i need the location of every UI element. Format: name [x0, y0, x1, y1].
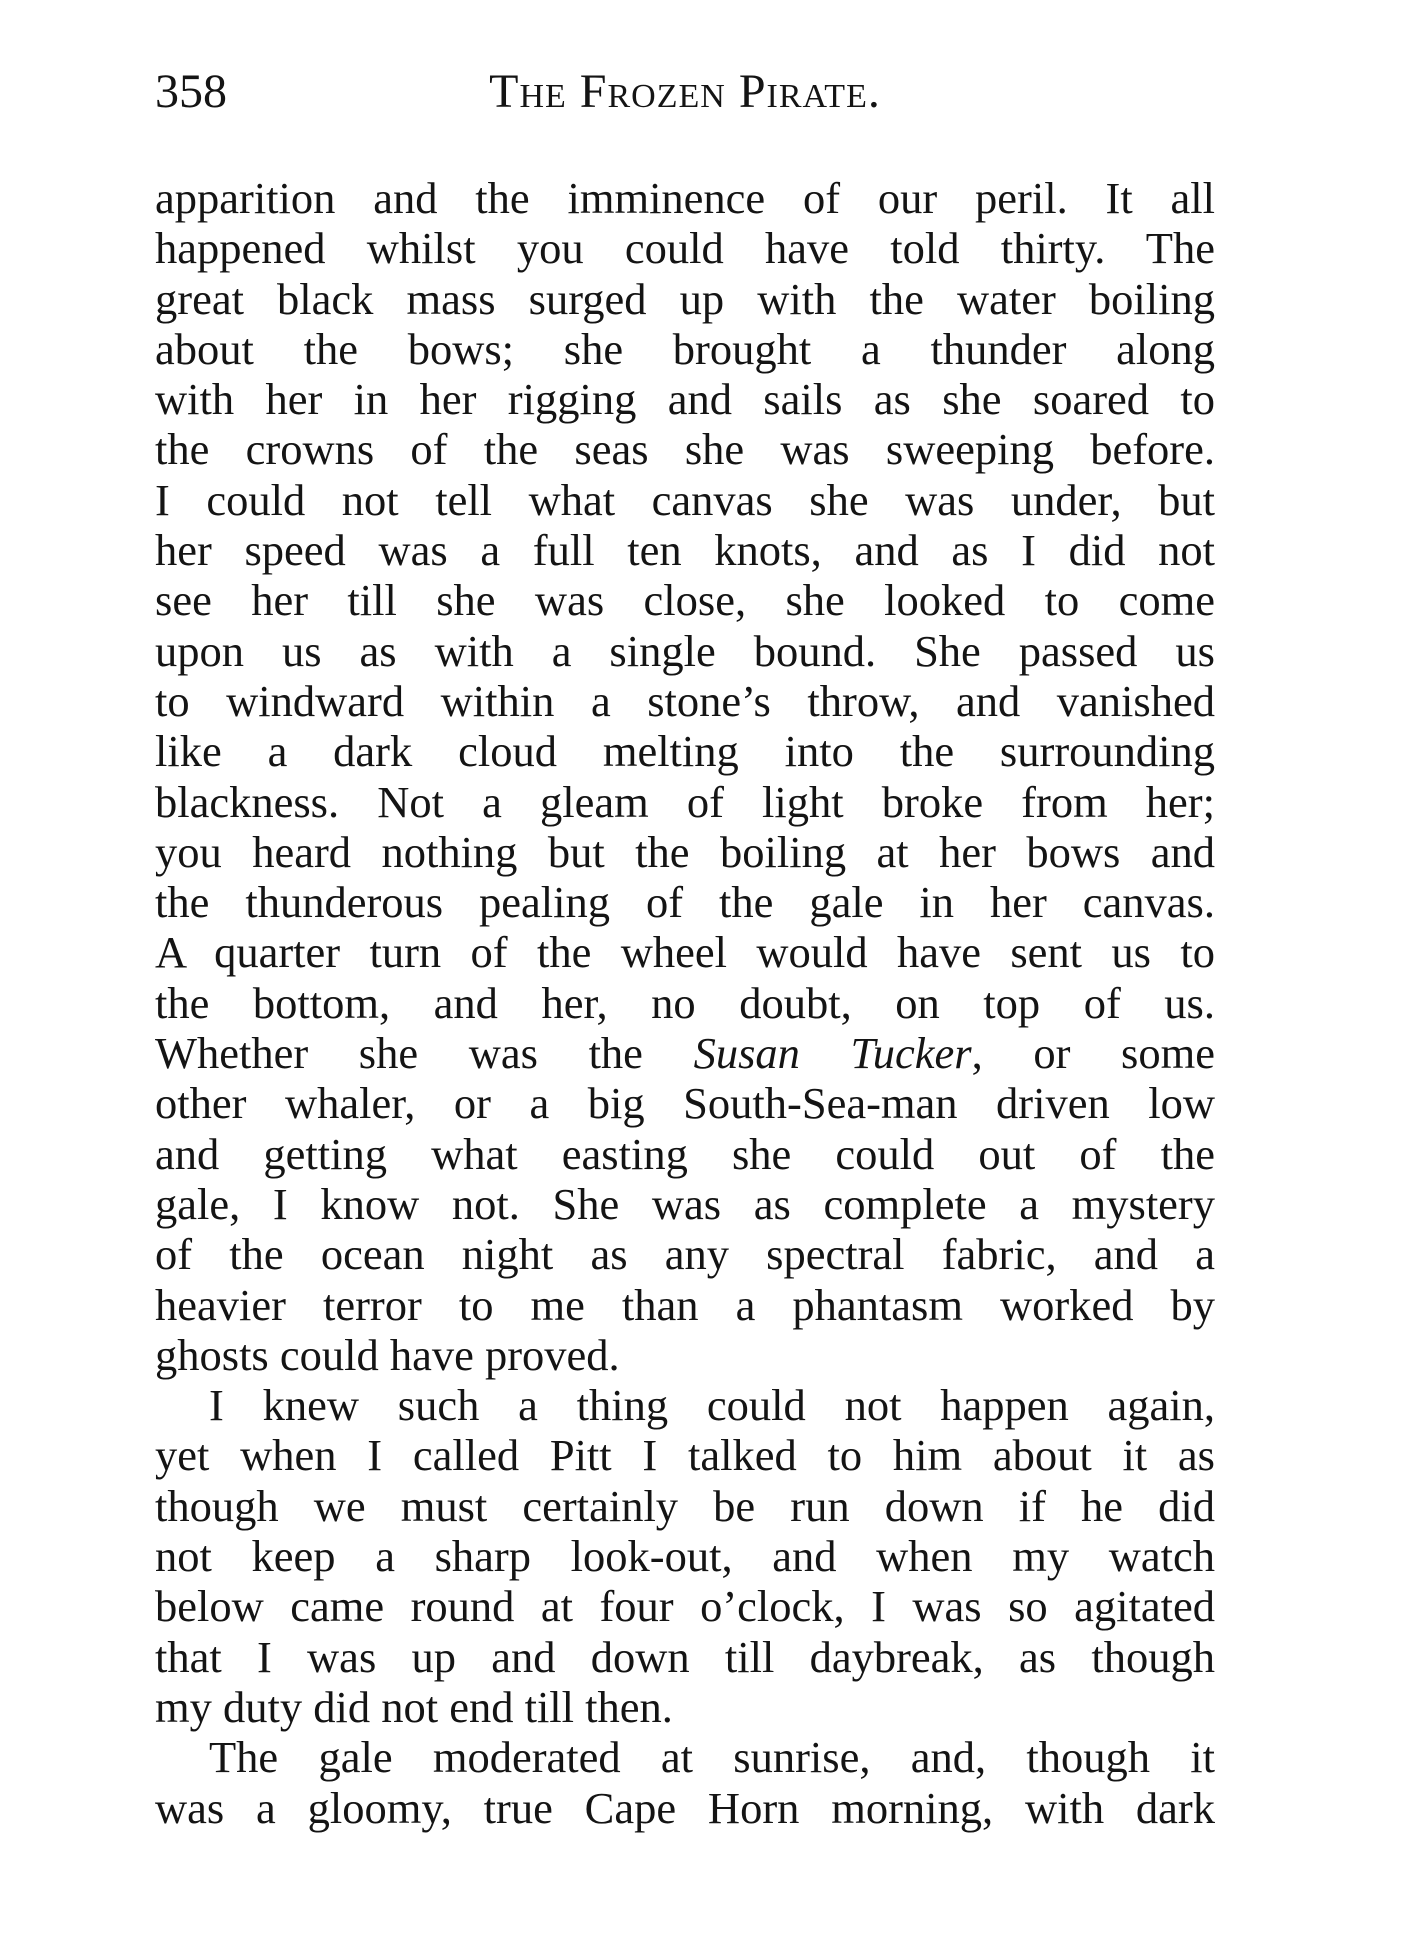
text-line: like a dark cloud melting into the surrounding — [155, 726, 1215, 777]
text-line: and getting what easting she could out of the — [155, 1128, 1215, 1179]
text-line: I knew such a thing could not happen again, — [209, 1380, 1215, 1431]
text-line: great black mass surged up with the water boiling — [155, 273, 1215, 324]
text-fragment: , or some — [971, 1028, 1215, 1079]
text-line: see her till she was close, she looked to come — [155, 575, 1215, 626]
text-line: A quarter turn of the wheel would have sent us to — [155, 927, 1215, 978]
text-line: I could not tell what canvas she was under, but — [155, 474, 1215, 525]
text-line: about the bows; she brought a thunder along — [155, 323, 1215, 374]
text-line: though we must certainly be run down if he did — [155, 1480, 1215, 1531]
book-title: The Frozen Pirate. — [489, 65, 881, 118]
text-line: blackness. Not a gleam of light broke from her; — [155, 776, 1215, 827]
text-line-ship — [155, 1028, 1215, 1078]
text-line: upon us as with a single bound. She passed us — [155, 625, 1215, 676]
text-line: you heard nothing but the boiling at her bows and — [155, 826, 1215, 877]
text-line: yet when I called Pitt I talked to him about it as — [155, 1430, 1215, 1481]
text-line: not keep a sharp look-out, and when my watch — [155, 1531, 1215, 1582]
text-line: heavier terror to me than a phantasm worked by — [155, 1279, 1215, 1330]
running-head — [155, 62, 1215, 122]
text-line: other whaler, or a big South-Sea-man driven low — [155, 1078, 1215, 1129]
text-line: that I was up and down till daybreak, as though — [155, 1631, 1215, 1682]
text-fragment: Whether she was the — [155, 1028, 694, 1079]
text-line: ghosts could have proved. — [155, 1329, 620, 1380]
text-line: of the ocean night as any spectral fabric, and a — [155, 1229, 1215, 1280]
text-line: the crowns of the seas she was sweeping before. — [155, 424, 1215, 475]
text-line: the bottom, and her, no doubt, on top of us. — [155, 977, 1215, 1028]
text-line: happened whilst you could have told thirty. The — [155, 223, 1215, 274]
text-line: my duty did not end till then. — [155, 1681, 673, 1732]
text-line: the thunderous pealing of the gale in her canvas. — [155, 877, 1215, 928]
text-line: with her in her rigging and sails as she soared to — [155, 374, 1215, 425]
text-line: her speed was a full ten knots, and as I did not — [155, 525, 1215, 576]
text-line: apparition and the imminence of our peril. It all — [155, 173, 1215, 223]
body-text — [155, 173, 1215, 1833]
ship-name: Susan Tucker — [693, 1028, 972, 1079]
text-line: below came round at four o’clock, I was so agitated — [155, 1581, 1215, 1632]
text-line: was a gloomy, true Cape Horn morning, with dark — [155, 1782, 1215, 1833]
text-line: gale, I know not. She was as complete a mystery — [155, 1178, 1215, 1229]
page-number: 358 — [155, 65, 227, 118]
text-line: The gale moderated at sunrise, and, though it — [209, 1732, 1215, 1783]
text-line: to windward within a stone’s throw, and vanished — [155, 675, 1215, 726]
